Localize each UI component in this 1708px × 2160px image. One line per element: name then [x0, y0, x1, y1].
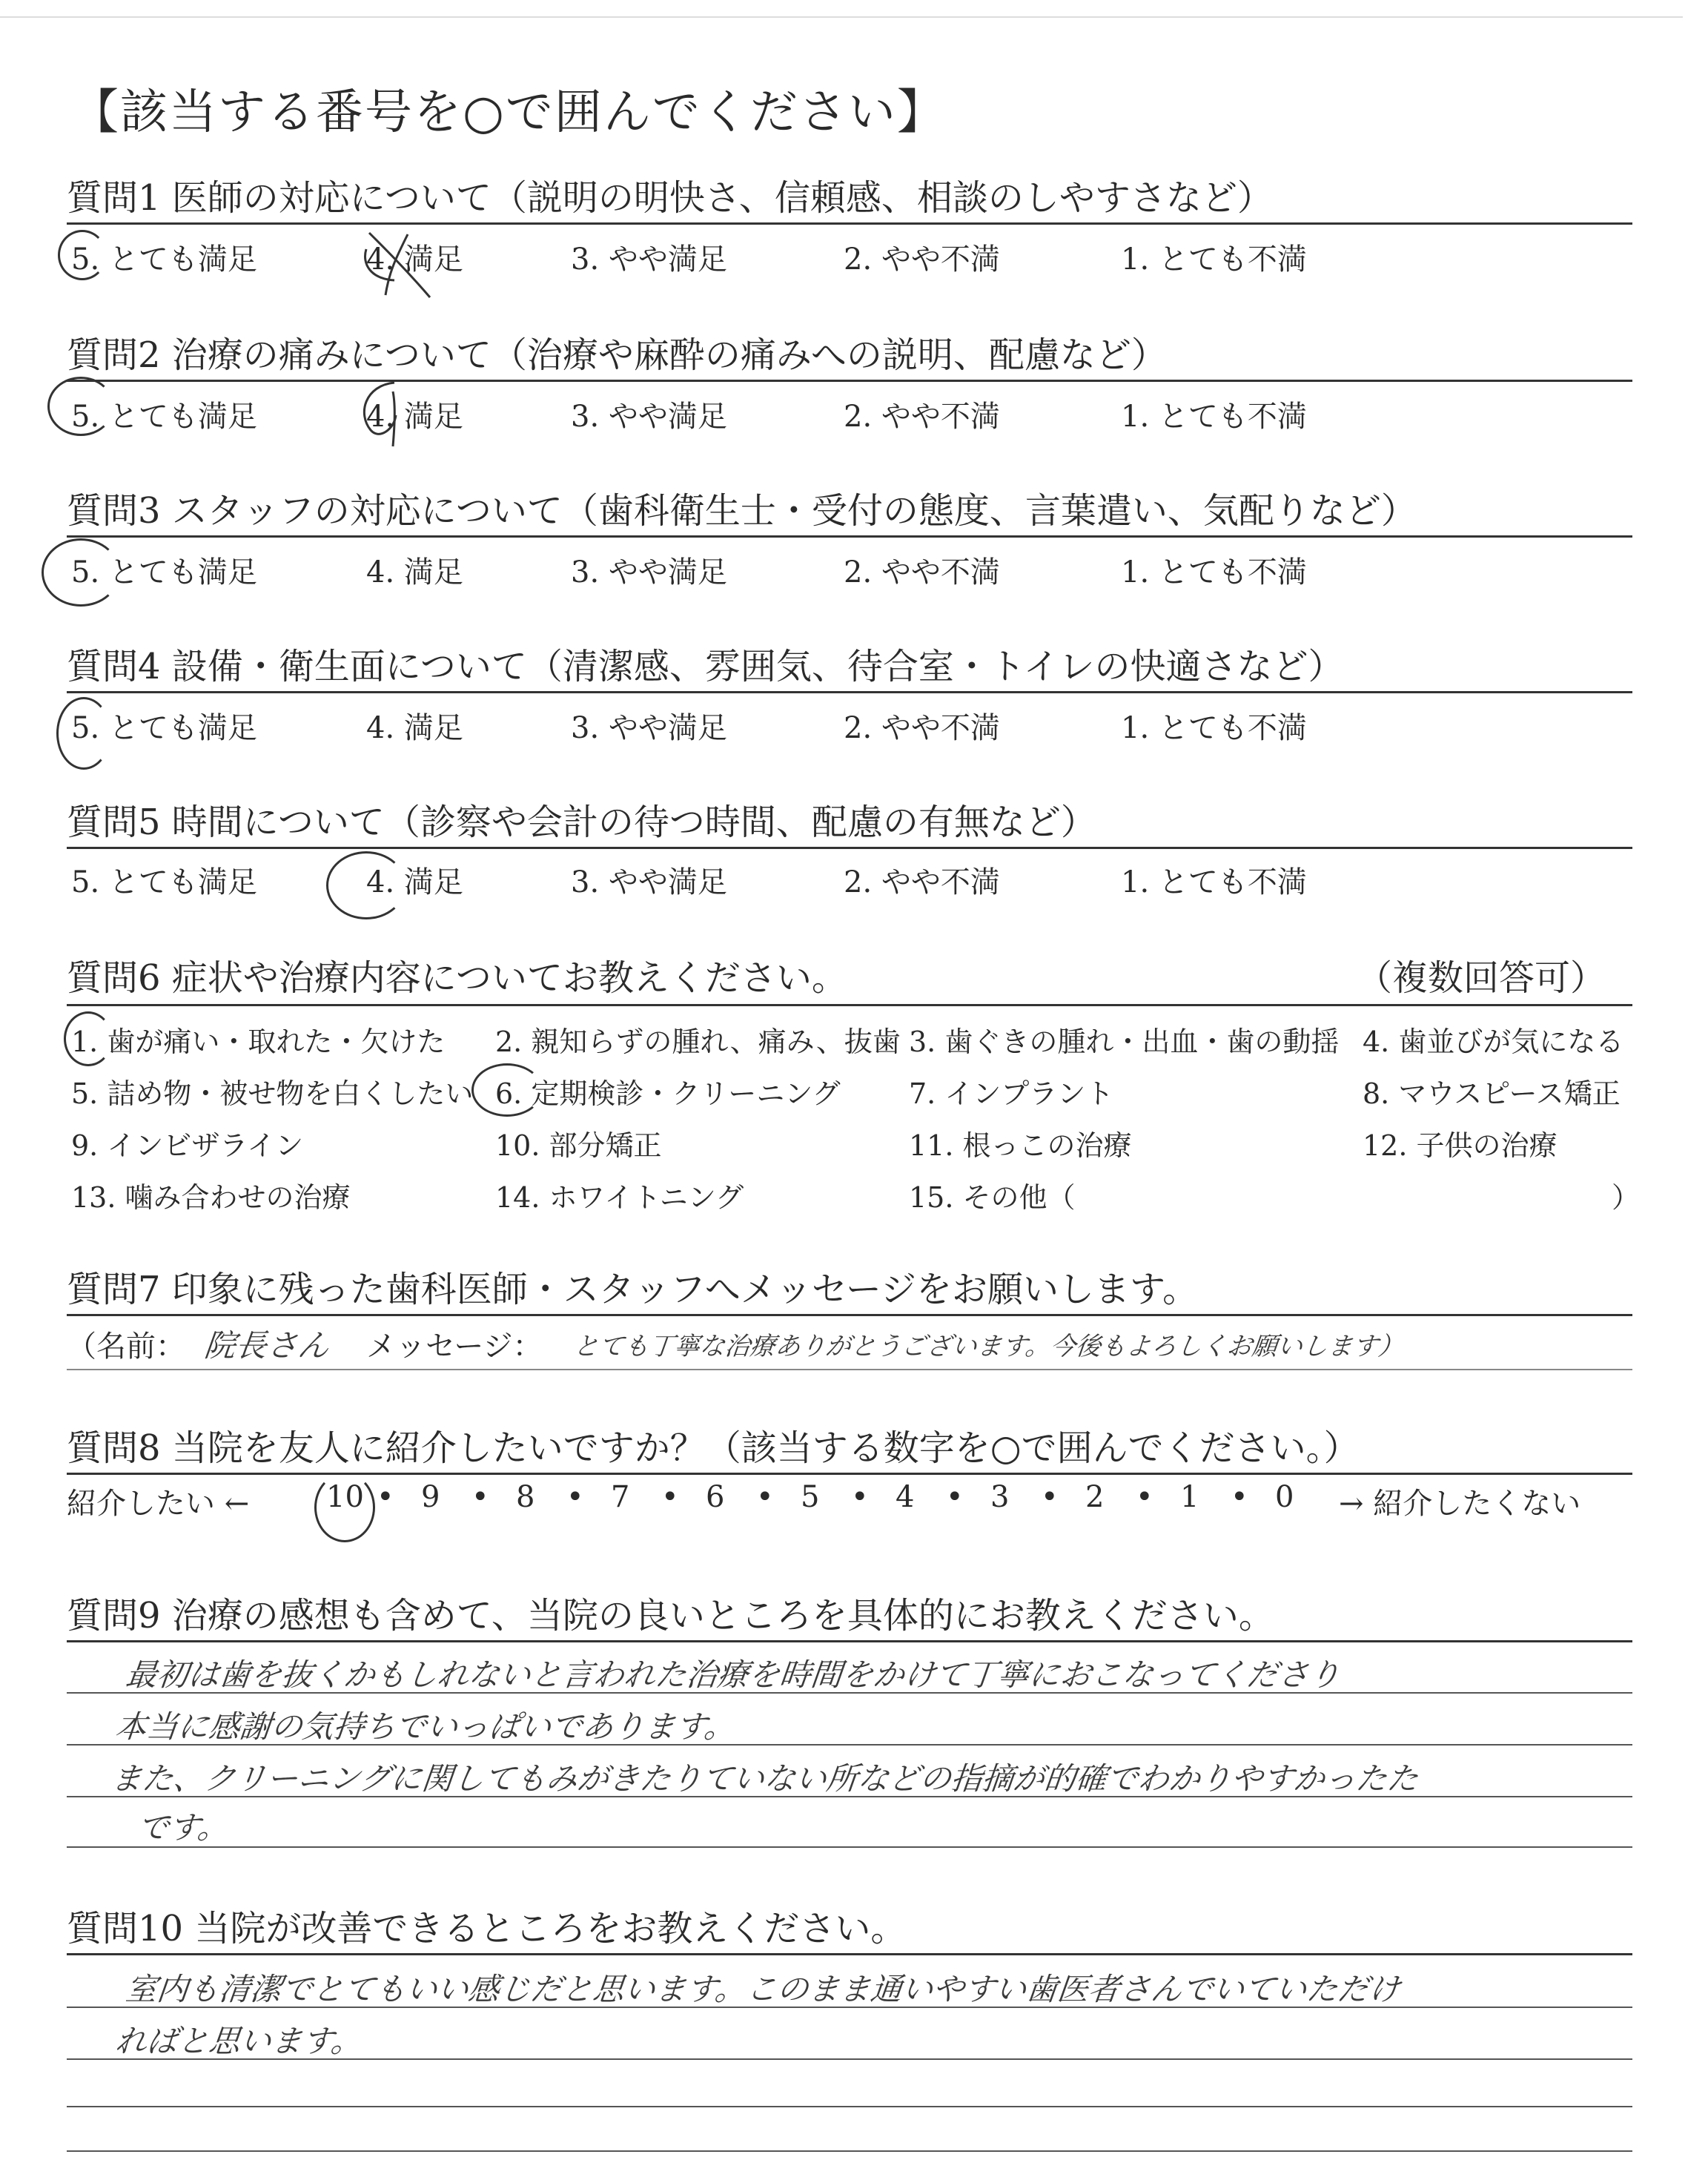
- q9-line-rule-1: [67, 1692, 1632, 1694]
- q2-option-3[interactable]: 3. やや満足: [571, 400, 727, 434]
- q4-option-5[interactable]: 5. とても満足: [71, 711, 257, 745]
- question-4-rule: [67, 691, 1632, 693]
- q8-scale-7[interactable]: 7: [611, 1480, 630, 1514]
- q8-scale-separator: •: [1231, 1480, 1248, 1514]
- q8-scale-separator: •: [661, 1480, 679, 1514]
- question-8-rule: [67, 1473, 1632, 1475]
- q8-scale-8[interactable]: 8: [516, 1480, 535, 1514]
- q6-option-8[interactable]: 8. マウスピース矯正: [1363, 1077, 1621, 1110]
- q8-circle-mark: [314, 1473, 375, 1542]
- question-1-title: 質問1 医師の対応について（説明の明快さ、信頼感、相談のしやすさなど）: [67, 177, 1273, 219]
- q8-scale-separator: •: [1041, 1480, 1059, 1514]
- page-top-edge: [0, 16, 1683, 18]
- q5-circle-mark: [326, 851, 406, 919]
- q2-scribble-mark: [350, 377, 409, 448]
- q6-option-7[interactable]: 7. インプラント: [909, 1077, 1114, 1110]
- question-6-rule: [67, 1004, 1632, 1006]
- q8-left-label: 紹介したい ←: [67, 1487, 250, 1521]
- q8-scale-3[interactable]: 3: [990, 1480, 1010, 1514]
- q8-right-label: → 紹介したくない: [1339, 1487, 1581, 1521]
- q9-answer-line-3[interactable]: また、クリーニングに関してもみがきたりていない所などの指摘が的確でわかりやすかったた: [109, 1760, 1420, 1797]
- question-8-title: 質問8 当院を友人に紹介したいですか？（該当する数字を○で囲んでください。）: [67, 1427, 1360, 1469]
- q6-option-2[interactable]: 2. 親知らずの腫れ、痛み、抜歯: [495, 1025, 901, 1058]
- q8-scale-6[interactable]: 6: [706, 1480, 725, 1514]
- q1-option-1[interactable]: 1. とても不満: [1121, 242, 1307, 277]
- q6-option-10[interactable]: 10. 部分矯正: [495, 1129, 662, 1162]
- q10-answer-line-2[interactable]: ればと思います。: [113, 2023, 364, 2059]
- q4-option-1[interactable]: 1. とても不満: [1121, 711, 1307, 745]
- q9-answer-line-1[interactable]: 最初は歯を抜くかもしれないと言われた治療を時間をかけて丁寧におこなってくださり: [124, 1657, 1343, 1693]
- q5-option-2[interactable]: 2. やや不満: [844, 865, 1000, 899]
- question-2-rule: [67, 380, 1632, 382]
- question-3-title: 質問3 スタッフの対応について（歯科衛生士・受付の態度、言葉遣い、気配りなど）: [67, 490, 1417, 532]
- q8-scale-row: [326, 1480, 1320, 1525]
- q8-scale-separator: •: [377, 1480, 394, 1514]
- q7-name-value[interactable]: 院長さん: [202, 1327, 331, 1364]
- q1-option-4[interactable]: 4. 満足: [366, 242, 463, 277]
- question-4-title: 質問4 設備・衛生面について（清潔感、雰囲気、待合室・トイレの快適さなど）: [67, 646, 1344, 687]
- q5-option-5[interactable]: 5. とても満足: [71, 865, 257, 899]
- question-2-title: 質問2 治療の痛みについて（治療や麻酔の痛みへの説明、配慮など）: [67, 334, 1167, 376]
- q2-option-2[interactable]: 2. やや不満: [844, 400, 1000, 434]
- q6-option-13[interactable]: 13. 噛み合わせの治療: [71, 1181, 351, 1214]
- q5-option-1[interactable]: 1. とても不満: [1121, 865, 1307, 899]
- q6-option-9[interactable]: 9. インビザライン: [71, 1129, 304, 1162]
- q6-option-12[interactable]: 12. 子供の治療: [1363, 1129, 1558, 1162]
- q8-scale-4[interactable]: 4: [896, 1480, 915, 1514]
- q1-option-5[interactable]: 5. とても満足: [71, 242, 257, 277]
- q5-option-4[interactable]: 4. 満足: [366, 865, 463, 899]
- q8-scale-separator: •: [756, 1480, 774, 1514]
- q4-option-2[interactable]: 2. やや不満: [844, 711, 1000, 745]
- q10-answer-line-1[interactable]: 室内も清潔でとてもいい感じだと思います。このまま通いやすい歯医者さんでいていただけ: [124, 1971, 1402, 2007]
- q6-option-6-circle-mark: [471, 1063, 543, 1117]
- q8-scale-2[interactable]: 2: [1085, 1480, 1105, 1514]
- q1-cross-out-mark: [356, 227, 437, 301]
- q8-scale-separator: •: [1136, 1480, 1153, 1514]
- q10-line-rule-2: [67, 2058, 1632, 2060]
- page-title: 【該当する番号を○で囲んでください】: [71, 85, 946, 140]
- q6-option-1[interactable]: 1. 歯が痛い・取れた・欠けた: [71, 1025, 446, 1058]
- question-9-rule: [67, 1640, 1632, 1642]
- question-10-title: 質問10 当院が改善できるところをお教えください。: [67, 1908, 907, 1949]
- q8-scale-5[interactable]: 5: [801, 1480, 820, 1514]
- q6-option-5[interactable]: 5. 詰め物・被せ物を白くしたい: [71, 1077, 474, 1110]
- q1-option-3[interactable]: 3. やや満足: [571, 242, 727, 277]
- q9-line-rule-2: [67, 1744, 1632, 1745]
- q2-option-4[interactable]: 4. 満足: [366, 400, 463, 434]
- q9-answer-line-4[interactable]: です。: [136, 1809, 231, 1846]
- q10-line-rule-4: [67, 2150, 1632, 2152]
- q2-option-5[interactable]: 5. とても満足: [71, 400, 257, 434]
- q8-scale-0[interactable]: 0: [1275, 1480, 1294, 1514]
- question-9-title: 質問9 治療の感想も含めて、当院の良いところを具体的にお教えください。: [67, 1595, 1274, 1636]
- q6-option-15[interactable]: 15. その他（: [909, 1181, 1076, 1214]
- q3-option-4[interactable]: 4. 満足: [366, 555, 463, 589]
- q8-scale-separator: •: [566, 1480, 584, 1514]
- q8-scale-separator: •: [851, 1480, 869, 1514]
- q6-option-11[interactable]: 11. 根っこの治療: [909, 1129, 1132, 1162]
- q8-scale-separator: •: [471, 1480, 489, 1514]
- q4-circle-mark: [56, 697, 111, 770]
- q6-option-14[interactable]: 14. ホワイトニング: [495, 1181, 744, 1214]
- question-7-title: 質問7 印象に残った歯科医師・スタッフへメッセージをお願いします。: [67, 1269, 1199, 1310]
- q3-circle-mark: [42, 538, 120, 607]
- q5-option-3[interactable]: 3. やや満足: [571, 865, 727, 899]
- question-6-note: （複数回答可）: [1357, 957, 1606, 999]
- q1-circle-mark: [58, 230, 107, 280]
- q7-message-label: メッセージ：: [366, 1330, 543, 1364]
- q9-answer-line-2[interactable]: 本当に感謝の気持ちでいっぱいであります。: [113, 1708, 738, 1745]
- q3-option-3[interactable]: 3. やや満足: [571, 555, 727, 589]
- question-7-underline: [67, 1369, 1632, 1370]
- q6-option-6[interactable]: 6. 定期検診・クリーニング: [495, 1077, 841, 1110]
- q6-option-3[interactable]: 3. 歯ぐきの腫れ・出血・歯の動揺: [909, 1025, 1340, 1058]
- q6-option-4[interactable]: 4. 歯並びが気になる: [1363, 1025, 1624, 1058]
- q7-name-label: （名前：: [67, 1330, 185, 1364]
- q6-other-close-paren: ）: [1612, 1181, 1641, 1214]
- question-5-rule: [67, 847, 1632, 849]
- q8-scale-10[interactable]: 10: [326, 1480, 364, 1514]
- q3-option-2[interactable]: 2. やや不満: [844, 555, 1000, 589]
- q2-circle-mark: [47, 377, 114, 436]
- question-7-rule: [67, 1314, 1632, 1316]
- q10-line-rule-3: [67, 2106, 1632, 2107]
- question-5-title: 質問5 時間について（診察や会計の待つ時間、配慮の有無など）: [67, 802, 1096, 843]
- q1-option-2[interactable]: 2. やや不満: [844, 242, 1000, 277]
- q7-message-value[interactable]: とても丁寧な治療ありがとうございます。今後もよろしくお願いします）: [572, 1332, 1406, 1361]
- q9-line-rule-3: [67, 1796, 1632, 1797]
- q9-line-rule-4: [67, 1846, 1632, 1848]
- q4-option-4[interactable]: 4. 満足: [366, 711, 463, 745]
- question-6-title: 質問6 症状や治療内容についてお教えください。: [67, 957, 847, 999]
- q4-option-3[interactable]: 3. やや満足: [571, 711, 727, 745]
- question-3-rule: [67, 535, 1632, 538]
- q8-scale-separator: •: [946, 1480, 964, 1514]
- q2-option-1[interactable]: 1. とても不満: [1121, 400, 1307, 434]
- q3-option-5[interactable]: 5. とても満足: [71, 555, 257, 589]
- q3-option-1[interactable]: 1. とても不満: [1121, 555, 1307, 589]
- q10-line-rule-1: [67, 2007, 1632, 2008]
- q8-scale-1[interactable]: 1: [1180, 1480, 1199, 1514]
- q6-option-1-circle-mark: [64, 1011, 113, 1066]
- question-10-rule: [67, 1953, 1632, 1955]
- q8-scale-9[interactable]: 9: [421, 1480, 440, 1514]
- question-1-rule: [67, 222, 1632, 225]
